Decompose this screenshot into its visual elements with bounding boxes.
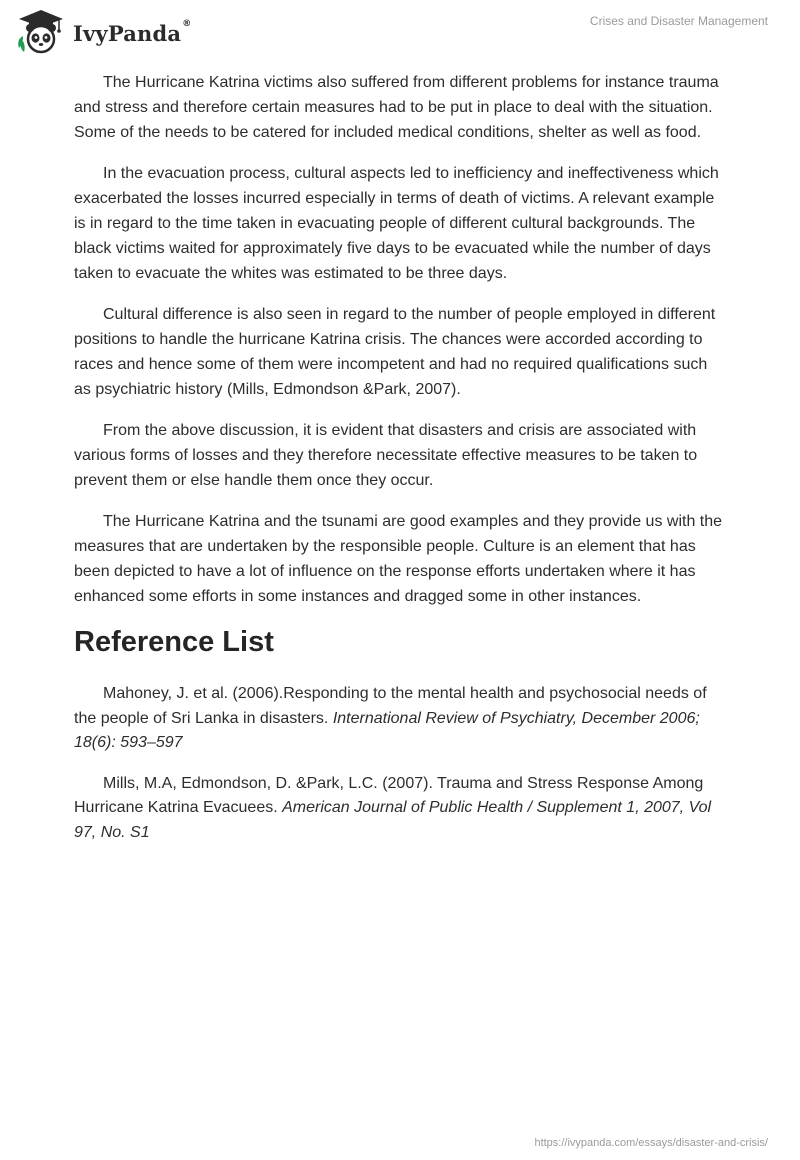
reference-item xyxy=(74,682,726,756)
reference-text: Mills, M.A, Edmondson, D. &Park, L.C. (2007). Trauma and Stress Response Among Hurricane Katrina Evacuees. xyxy=(74,774,704,816)
body-paragraph: In the evacuation process, cultural aspects led to inefficiency and ineffectiveness which exacerbated the losses incurred especially in terms of death of victims. A relevant example is in regard to the time taken in evacuating people of different cultural backgrounds. The black victims waited for approximately five days to be evacuated while the number of days taken to evacuate the whites was estimated to be three days. xyxy=(74,165,719,282)
document-title: Crises and Disaster Management xyxy=(589,14,768,28)
reference-item xyxy=(74,772,726,846)
ivypanda-logo[interactable] xyxy=(15,8,191,54)
body-paragraph: From the above discussion, it is evident that disasters and crisis are associated with various forms of losses and they therefore necessitate effective measures to be taken to prevent them or else handle them once they occur. xyxy=(74,422,698,489)
reference-list-heading: Reference List xyxy=(74,626,274,658)
reference-source: International Review of Psychiatry, December 2006; 18(6): 593–597 xyxy=(74,709,700,751)
brand-name: IvyPanda® xyxy=(73,18,192,46)
body-paragraph: The Hurricane Katrina and the tsunami are good examples and they provide us with the measures that are undertaken by the responsible people. Culture is an element that has been depicted to have a lot of influence on the response efforts undertaken where it has enhanced some efforts in some instances and dragged some in other instances. xyxy=(74,513,723,605)
body-paragraph: Cultural difference is also seen in regard to the number of people employed in different positions to handle the hurricane Katrina crisis. The chances were accorded according to races and hence some of them were incompetent and had no required qualifications such as psychiatric history (Mills, Edmondson &Park, 2007). xyxy=(74,306,716,398)
panda-graduation-cap-icon xyxy=(15,8,67,54)
footer-url-link[interactable]: https://ivypanda.com/essays/disaster-and-crisis/ xyxy=(534,1137,768,1149)
body-paragraph: The Hurricane Katrina victims also suffered from different problems for instance trauma and stress and therefore certain measures had to be put in place to deal with the situation. Some of the needs to be catered for included medical conditions, shelter as well as food. xyxy=(74,74,719,141)
essay-content xyxy=(74,70,726,861)
reference-text: Mahoney, J. et al. (2006).Responding to the mental health and psychosocial needs of the people of Sri Lanka in disasters. xyxy=(74,685,707,727)
reference-source: American Journal of Public Health / Supplement 1, 2007, Vol 97, No. S1 xyxy=(74,799,712,841)
page-header xyxy=(0,0,800,60)
registered-mark: ® xyxy=(182,18,192,29)
